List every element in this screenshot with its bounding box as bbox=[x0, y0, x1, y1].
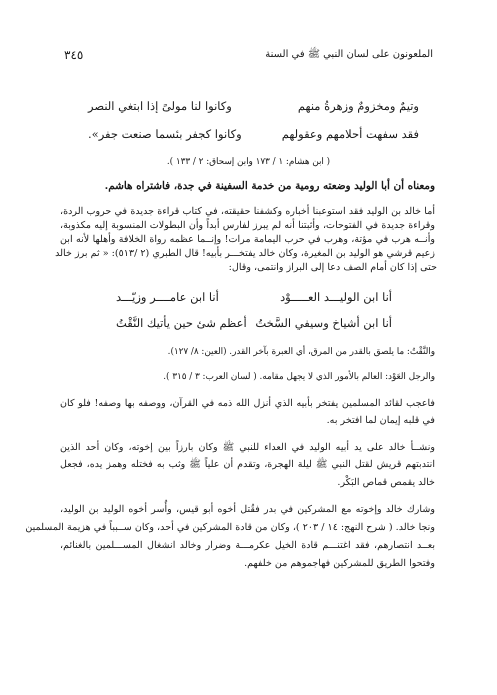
paragraph-line: انتدبتهم قريش لقتل النبي ﷺ ليلة الهجرة، وتقدم أن علياً ﷺ وثب به فختله وهمز يده، فجعل bbox=[60, 459, 435, 470]
page-number: ٣٤٥ bbox=[64, 48, 84, 62]
verse-hemistich: فقد سفهت أحلامهم وعقولهم bbox=[281, 127, 419, 141]
paragraph-line: وشارك خالد وإخوته مع المشركين في بدر فقُتل أخوه أبو قيس، وأُسر أخوه الوليد بن الوليد، bbox=[60, 504, 435, 515]
paragraph-line: ونشــأ خالد على يد أبيه الوليد في العداء للنبي ﷺ وكان بارزاً بين إخوته، وكان أحد الذين bbox=[60, 442, 435, 453]
paragraph-line: خالد يقمص قماص البَكْر. bbox=[337, 477, 435, 488]
poem-verse bbox=[116, 287, 392, 307]
poem-verse bbox=[116, 313, 392, 333]
paragraph-line: بعــد انتصارهم، فقد اغتنـــم قادة الخيل عكرمـــة وضرار وخالد انشغال المســـلمين بالغنائم، bbox=[60, 540, 435, 551]
running-header bbox=[64, 47, 433, 63]
paragraph-line: زعيم قرشي هو الوليد بن المغيرة، وكان خالد يفتخـــر بأبيه! قال الطبري (٢ /٥١٣): « ثم برز خالد bbox=[55, 248, 435, 259]
paragraph-line: وقراءة جديدة في الفتوحات، وأثبتنا أنه لم يبرز لفارس أبداً وأن البطولات المنسوبة إليه مكذوبة، bbox=[60, 220, 435, 231]
verse-hemistich: أعظم شئ حين يأتيك النَّقْتُ bbox=[116, 316, 247, 330]
paragraph-line: ونجا خالد. ( شرح النهج: ١٤ / ٢٠٣ )، وكان من قادة المشركين في أحد، وكان ســبباً في هزيمة المسلمين bbox=[25, 522, 435, 533]
poem-verse bbox=[88, 96, 419, 116]
verse-hemistich: أنا ابن عامــــر وزيّـــد bbox=[116, 290, 219, 304]
verse-hemistich: أنا ابن الوليـــد العـــــوْد bbox=[280, 290, 392, 304]
poem-verse bbox=[88, 124, 419, 144]
paragraph-line: ومعناه أن أبا الوليد وضعته رومية من خدمة السفينة في جدة، فاشتراه هاشم. bbox=[104, 180, 435, 192]
verse-hemistich: أنا ابن أشياخ وسيفي السَّختُ bbox=[255, 316, 392, 330]
verse-hemistich: وكانوا كجفر بئسما صنعت جفر». bbox=[88, 127, 242, 141]
running-title: الملعونون على لسان النبي ﷺ في السنة bbox=[265, 49, 433, 60]
paragraph-line: في قلبه إيمان لما افتخر به. bbox=[326, 415, 435, 426]
paragraph-line: وفتحوا الطريق للمشركين فهاجموهم من خلفهم. bbox=[244, 558, 435, 569]
paragraph-line: أما خالد بن الوليد فقد استوعبنا أخباره وكشفنا حقيقته، في كتاب قراءة جديدة في حروب الردة، bbox=[60, 206, 435, 217]
citation: ( ابن هشام: ١ / ١٧٣ وابن إسحاق: ٢ / ١٣٣ ). bbox=[166, 157, 331, 167]
paragraph-line: حتى إذا كان أمام الصف دعا إلى البراز وانتمى، وقال: bbox=[228, 262, 437, 273]
paragraph-line: فاعجب لقائد المسلمين يفتخر بأبيه الذي أنزل الله ذمه في القرآن، ووصفه بها وصفه! فلو كان bbox=[60, 398, 435, 409]
footnote-line: والرجل العَوْد: العالم بالأمور الذي لا يجهل مقامه. ( لسان العرب: ٣ / ٣١٥ ). bbox=[163, 372, 435, 382]
footnote-line: والنَّقْتُ: ما يلصق بالقدر من المرق، أي العبرة بآخر القدر. (العين: ٨/ ١٢٧). bbox=[167, 347, 435, 357]
verse-hemistich: وتيمٌ ومخزومٌ وزهرةُ منهم bbox=[297, 99, 419, 113]
verse-hemistich: وكانوا لنا مولىً إذا ابتغي النصر bbox=[88, 99, 232, 113]
paragraph-line: وأنــه هرب في مؤتة، وهرب في حرب اليمامة مرات! وإنــما عظمه رواة الخلافة وأهلها لأنه ابن bbox=[60, 234, 435, 245]
